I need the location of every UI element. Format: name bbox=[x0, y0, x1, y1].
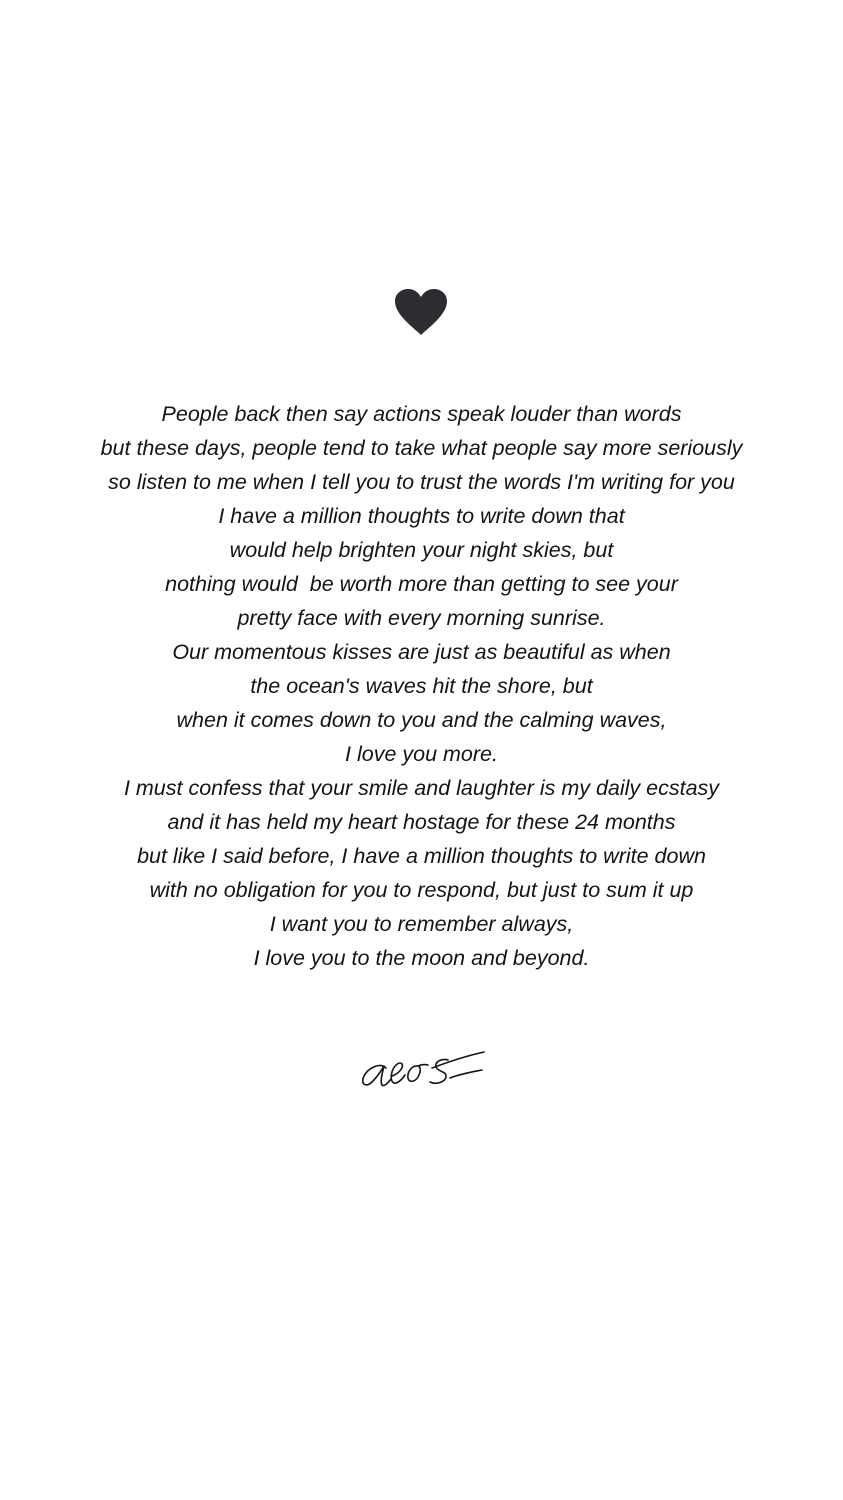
poem-line: I love you to the moon and beyond. bbox=[253, 946, 590, 970]
poem-line: would help brighten your night skies, but bbox=[229, 538, 614, 562]
heart-icon-svg bbox=[395, 289, 447, 337]
poem-line: when it comes down to you and the calming waves, bbox=[176, 708, 667, 732]
poem-body bbox=[0, 397, 843, 975]
poem-line: but like I said before, I have a million thoughts to write down bbox=[137, 844, 706, 868]
poem-line: I must confess that your smile and laughter is my daily ecstasy bbox=[123, 776, 720, 800]
heart-icon bbox=[395, 289, 447, 337]
poem-line: I want you to remember always, bbox=[269, 912, 574, 936]
poem-line: Our momentous kisses are just as beautiful as when bbox=[172, 640, 671, 664]
poem-line: I have a million thoughts to write down that bbox=[218, 504, 625, 528]
poem-line: People back then say actions speak louder than words bbox=[161, 402, 682, 426]
poem-line: nothing would be worth more than getting to see your bbox=[165, 572, 678, 596]
poem-line: but these days, people tend to take what people say more seriously bbox=[100, 436, 743, 460]
signature bbox=[352, 1038, 492, 1094]
poem-line: pretty face with every morning sunrise. bbox=[237, 606, 606, 630]
poem-line: the ocean's waves hit the shore, but bbox=[250, 674, 593, 698]
poem-line: so listen to me when I tell you to trust the words I'm writing for you bbox=[108, 470, 735, 494]
poem-line: I love you more. bbox=[345, 742, 498, 766]
poem-line: with no obligation for you to respond, but just to sum it up bbox=[149, 878, 694, 902]
poem-line: and it has held my heart hostage for these 24 months bbox=[167, 810, 676, 834]
signature-mark bbox=[352, 1038, 492, 1094]
